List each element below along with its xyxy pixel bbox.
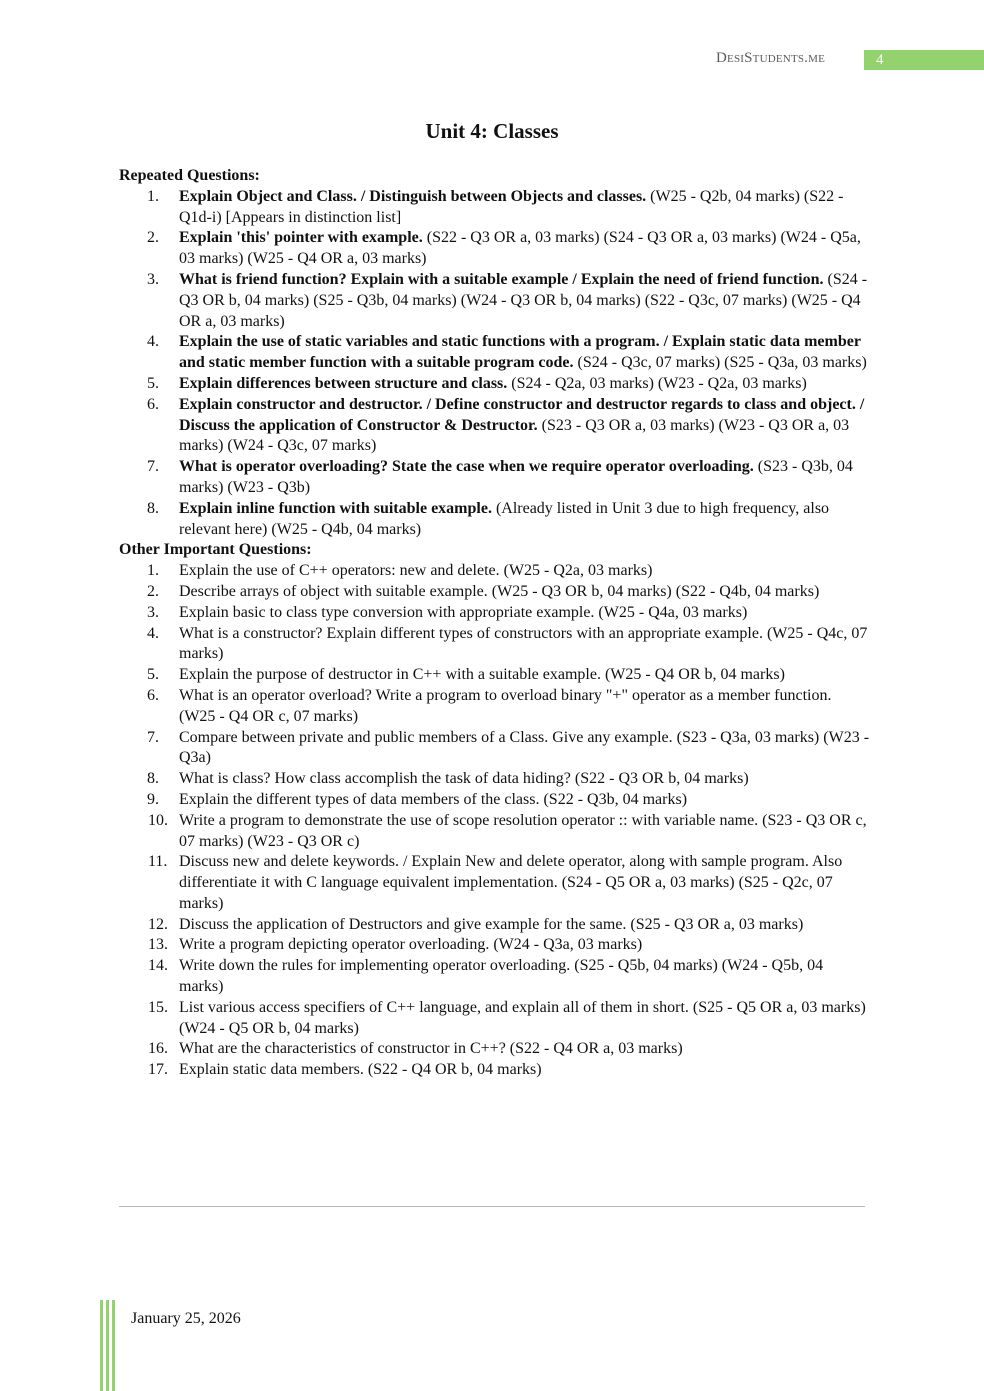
list-item [119, 665, 869, 686]
list-item [119, 790, 869, 811]
page-title: Unit 4: Classes [425, 119, 559, 143]
accent-bar [106, 1300, 109, 1391]
list-item [119, 603, 869, 624]
document-body [119, 166, 869, 1081]
item-number: 7. [147, 458, 159, 476]
item-number: 10. [148, 811, 168, 829]
repeated-questions-heading: Repeated Questions: [119, 167, 260, 184]
item-number: 16. [148, 1040, 168, 1058]
accent-bar [112, 1300, 115, 1391]
footer-divider [119, 1206, 865, 1207]
question-text: What is an operator overload? Write a program to overload binary "+" operator as a member function. (W25 - Q4 OR c, 07 marks) [179, 686, 832, 725]
list-item [119, 956, 869, 998]
question-text: What are the characteristics of constructor in C++? (S22 - Q4 OR a, 03 marks) [179, 1040, 683, 1058]
accent-bar [100, 1300, 103, 1391]
question-text: Explain 'this' pointer with example. [179, 229, 423, 247]
list-item [119, 457, 869, 499]
question-text: What is class? How class accomplish the task of data hiding? (S22 - Q3 OR b, 04 marks) [179, 770, 749, 788]
list-item [119, 270, 869, 332]
item-number: 15. [148, 998, 168, 1016]
question-text: Explain basic to class type conversion with appropriate example. (W25 - Q4a, 03 marks) [179, 603, 748, 621]
list-item [119, 1060, 869, 1081]
question-refs: (S23 - Q3 OR a, 03 marks) (W23 - Q3 OR a, 03 marks) (W24 - Q3c, 07 marks) [179, 416, 850, 455]
question-text: Write down the rules for implementing operator overloading. (S25 - Q5b, 04 marks) (W24 - Q5b, 04 marks) [179, 957, 824, 996]
list-item [119, 332, 869, 374]
item-number: 6. [147, 686, 159, 704]
question-text: Explain the use of static variables and static functions with a program. / Explain static data member and static member function with a suitable program code. [179, 333, 861, 372]
question-text: Explain inline function with suitable example. [179, 499, 492, 517]
question-text: Write a program to demonstrate the use of scope resolution operator :: with variable name. (S23 - Q3 OR c, 07 marks) (W23 - Q3 OR c) [179, 811, 867, 850]
question-text: Explain the use of C++ operators: new and delete. (W25 - Q2a, 03 marks) [179, 562, 653, 580]
item-number: 1. [147, 187, 159, 205]
question-text: Explain the different types of data members of the class. (S22 - Q3b, 04 marks) [179, 790, 688, 808]
item-number: 5. [147, 666, 159, 684]
item-number: 8. [147, 770, 159, 788]
question-text: What is operator overloading? State the case when we require operator overloading. [179, 458, 754, 476]
list-item [119, 561, 869, 582]
list-item [119, 935, 869, 956]
list-item [119, 228, 869, 270]
item-number: 4. [147, 624, 159, 642]
item-number: 11. [148, 853, 168, 871]
question-text: Compare between private and public members of a Class. Give any example. (S23 - Q3a, 03 marks) (W23 - Q3a) [179, 728, 870, 767]
question-text: Discuss new and delete keywords. / Explain New and delete operator, along with sample program. Also differentiate it with C language equivalent implementation. (S24 - Q5 OR a, 03 marks) (S25 - Q2c, 07 marks) [179, 853, 843, 912]
question-text: Explain the purpose of destructor in C++ with a suitable example. (W25 - Q4 OR b, 04 marks) [179, 666, 785, 684]
item-number: 7. [147, 728, 159, 746]
list-item [119, 395, 869, 457]
item-number: 6. [147, 395, 159, 413]
question-refs: (S24 - Q3c, 07 marks) (S25 - Q3a, 03 marks) [573, 354, 867, 372]
other-questions-list [119, 561, 869, 1081]
question-text: Write a program depicting operator overloading. (W24 - Q3a, 03 marks) [179, 936, 643, 954]
item-number: 14. [148, 957, 168, 975]
question-text: Describe arrays of object with suitable example. (W25 - Q3 OR b, 04 marks) (S22 - Q4b, 04 marks) [179, 582, 820, 600]
item-number: 17. [148, 1061, 168, 1079]
list-item [119, 852, 869, 914]
item-number: 3. [147, 603, 159, 621]
item-number: 8. [147, 499, 159, 517]
list-item [119, 728, 869, 770]
list-item [119, 769, 869, 790]
item-number: 13. [148, 936, 168, 954]
repeated-questions-list [119, 187, 869, 541]
question-text: Explain static data members. (S22 - Q4 OR b, 04 marks) [179, 1061, 542, 1079]
question-text: Discuss the application of Destructors and give example for the same. (S25 - Q3 OR a, 03 marks) [179, 915, 804, 933]
item-number: 12. [148, 915, 168, 933]
item-number: 2. [147, 582, 159, 600]
item-number: 9. [147, 790, 159, 808]
list-item [119, 624, 869, 666]
question-text: List various access specifiers of C++ language, and explain all of them in short. (S25 - Q5 OR a, 03 marks) (W24 - Q5 OR b, 04 marks) [179, 998, 866, 1037]
question-refs: (S24 - Q3 OR b, 04 marks) (S25 - Q3b, 04 marks) (W24 - Q3 OR b, 04 marks) (S22 - Q3c, 07 marks) (W25 - Q4 OR a, 03 marks) [179, 270, 868, 330]
item-number: 1. [147, 562, 159, 580]
list-item [119, 187, 869, 229]
footer-accent-bars [100, 1300, 118, 1391]
question-refs: (S22 - Q3 OR a, 03 marks) (S24 - Q3 OR a, 03 marks) (W24 - Q5a, 03 marks) (W25 - Q4 OR a, 03 marks) [179, 229, 861, 268]
question-text: Explain constructor and destructor. / Define constructor and destructor regards to class and object. / Discuss the application of Constructor & Destructor. [179, 395, 865, 434]
item-number: 3. [147, 270, 159, 288]
list-item [119, 582, 869, 603]
header-page-number: 4 [864, 50, 984, 70]
question-refs: (Already listed in Unit 3 due to high frequency, also relevant here) (W25 - Q4b, 04 marks) [179, 499, 830, 538]
question-text: Explain differences between structure and class. [179, 374, 508, 392]
question-refs: (W25 - Q2b, 04 marks) (S22 - Q1d-i) [Appears in distinction list] [179, 187, 844, 226]
item-number: 2. [147, 229, 159, 247]
list-item [119, 1039, 869, 1060]
list-item [119, 998, 869, 1040]
question-text: Explain Object and Class. / Distinguish between Objects and classes. [179, 187, 647, 205]
question-text: What is friend function? Explain with a suitable example / Explain the need of friend function. [179, 270, 824, 288]
question-text: What is a constructor? Explain different types of constructors with an appropriate example. (W25 - Q4c, 07 marks) [179, 624, 868, 663]
list-item [119, 686, 869, 728]
item-number: 5. [147, 374, 159, 392]
header-site-name: DesiStudents.me [716, 50, 826, 66]
question-refs: (S24 - Q2a, 03 marks) (W23 - Q2a, 03 marks) [507, 374, 807, 392]
footer-date: January 25, 2026 [131, 1310, 241, 1327]
item-number: 4. [147, 333, 159, 351]
other-questions-heading: Other Important Questions: [119, 541, 312, 559]
question-refs: (S23 - Q3b, 04 marks) (W23 - Q3b) [179, 458, 853, 496]
list-item [119, 915, 869, 936]
list-item [119, 811, 869, 853]
list-item [119, 499, 869, 541]
list-item [119, 374, 869, 395]
